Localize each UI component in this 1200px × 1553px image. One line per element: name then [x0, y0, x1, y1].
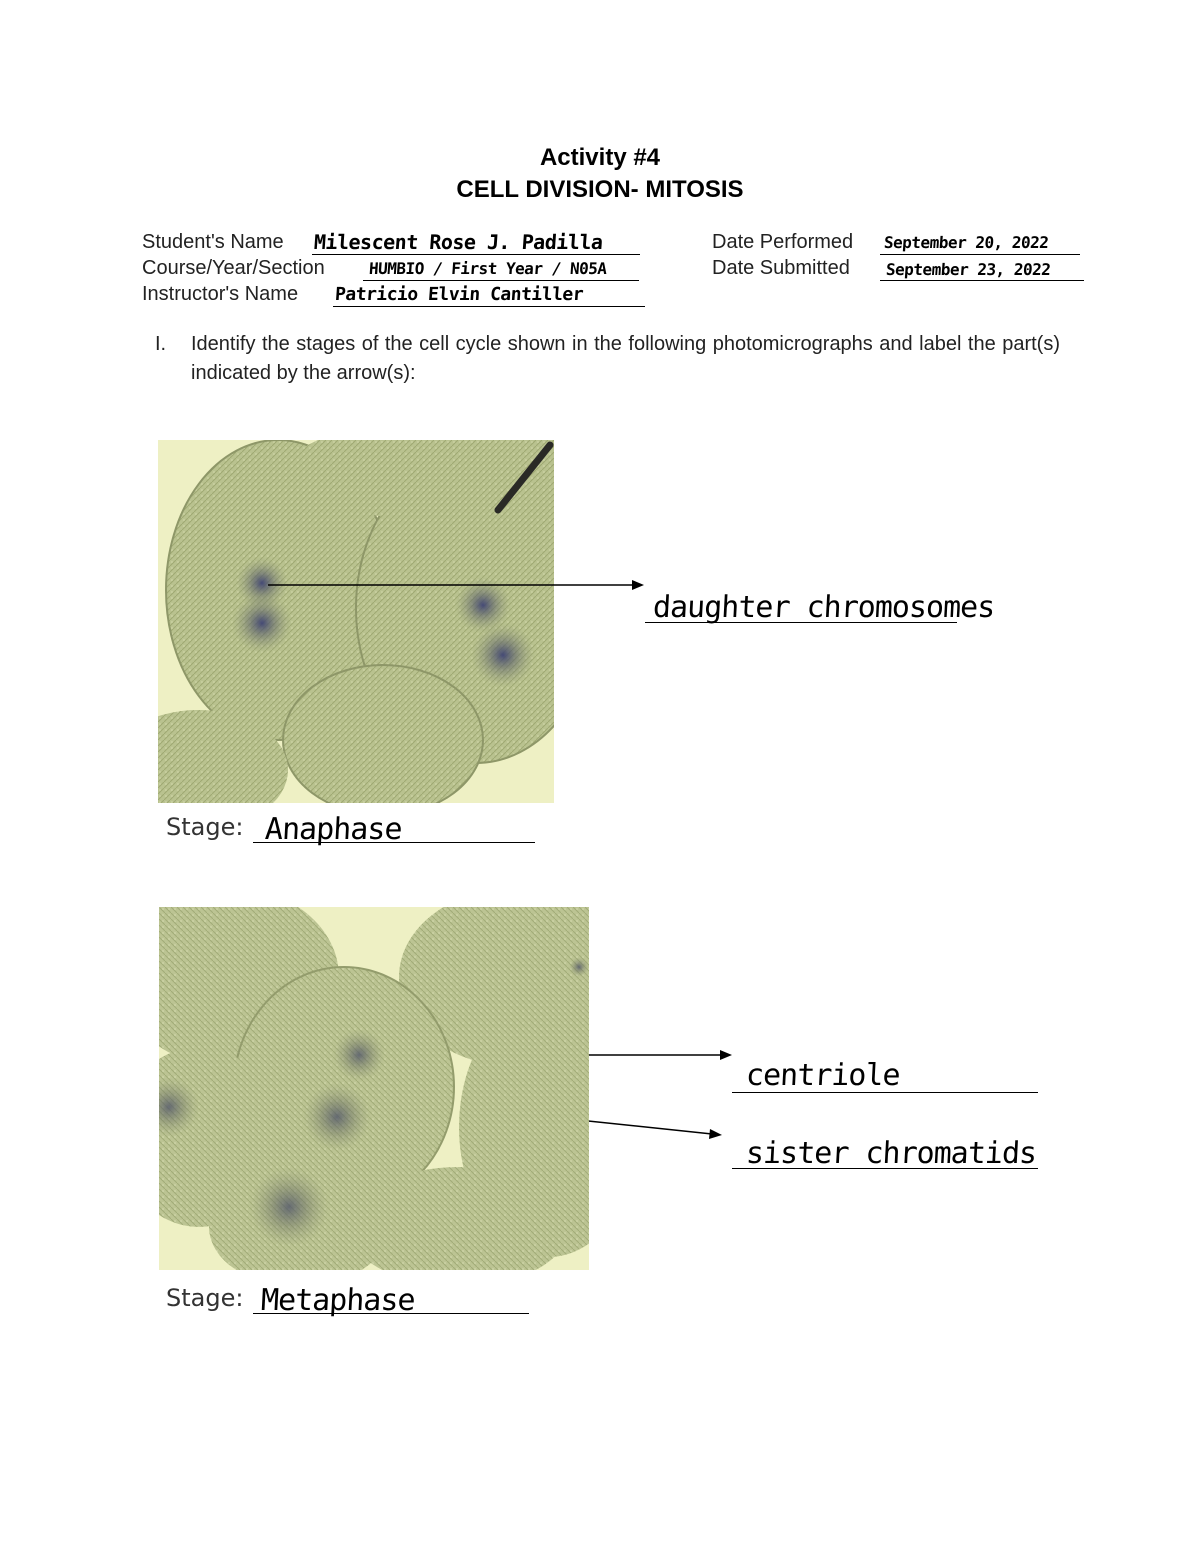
arrowhead-daughter-chromosomes [632, 580, 644, 590]
sister-chromatids-field[interactable] [732, 1134, 1038, 1169]
student-name-value: Milescent Rose J. Padilla [313, 230, 604, 254]
daughter-chromosomes-field[interactable] [645, 588, 996, 625]
activity-number: Activity #4 [539, 144, 661, 171]
metaphase-micrograph [159, 907, 589, 1270]
course-label: Course/Year/Section [142, 257, 325, 279]
course-value: HUMBIO / First Year / N05A [368, 259, 608, 278]
centriole-label: centriole [745, 1058, 901, 1093]
stage-2-field[interactable] [253, 1279, 529, 1318]
instructor-value: Patricio Elvin Cantiller [334, 284, 584, 305]
stage-1-label: Stage: [166, 813, 244, 841]
stage-2-label: Stage: [166, 1284, 244, 1312]
question-text: Identify the stages of the cell cycle shown in the following photomicrographs and label the part(s) indicated by the arrow(s): [191, 333, 1060, 384]
instructor-label: Instructor's Name [142, 283, 299, 305]
date-submitted-value: September 23, 2022 [885, 260, 1052, 279]
stage-2-value: Metaphase [260, 1283, 416, 1318]
student-name-label: Student's Name [142, 231, 284, 253]
date-submitted-label: Date Submitted [712, 257, 850, 279]
sister-chromatids-label: sister chromatids [745, 1136, 1037, 1171]
date-performed-label: Date Performed [712, 231, 854, 253]
stage-1-value: Anaphase [264, 812, 403, 847]
arrowhead-sister-chromatids [709, 1129, 722, 1139]
centriole-field[interactable] [732, 1058, 1038, 1093]
question-number: I. [155, 333, 167, 355]
daughter-chromosomes-label: daughter chromosomes [652, 590, 996, 625]
stage-1-field[interactable] [253, 808, 535, 847]
date-performed-value: September 20, 2022 [883, 233, 1050, 252]
page-title: CELL DIVISION- MITOSIS [456, 176, 744, 203]
arrowhead-centriole [720, 1050, 732, 1060]
